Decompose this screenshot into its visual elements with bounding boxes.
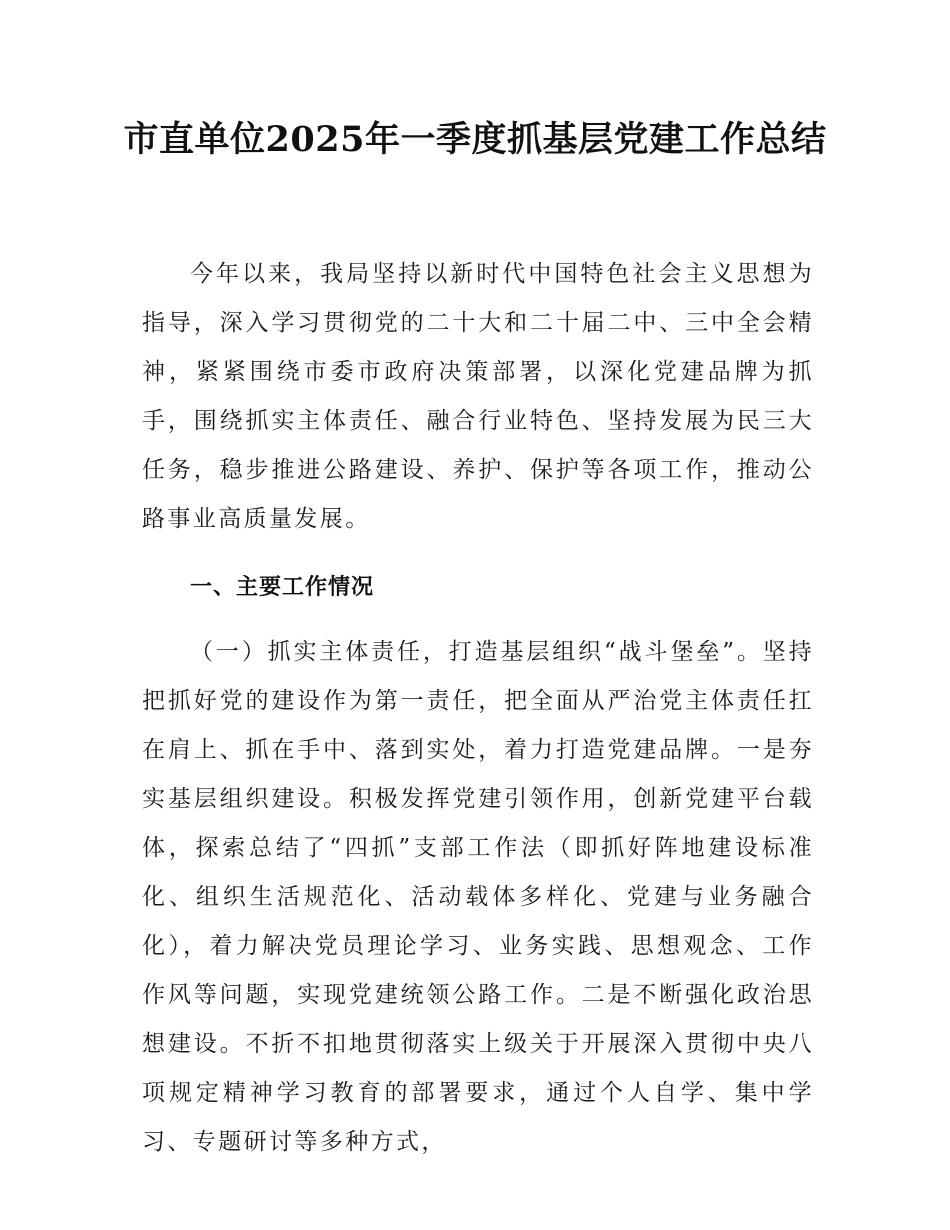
section-one-paragraph: （一）抓实主体责任，打造基层组织“战斗堡垒”。坚持把抓好党的建设作为第一责任，把全面从严治党主体责任扛在肩上、抓在手中、落到实处，着力打造党建品牌。一是夯实基层组织建设。积极发挥党建引领作用，创新党建平台载体，探索总结了“四抓”支部工作法（即抓好阵地建设标准化、组织生活规范化、活动载体多样化、党建与业务融合化），着力解决党员理论学习、业务实践、思想观念、工作作风等问题，实现党建统领公路工作。二是不断强化政治思想建设。不折不扣地贯彻落实上级关于开展深入贯彻中央八项规定精神学习教育的部署要求，通过个人自学、集中学习、专题研讨等多种方式， [142, 639, 814, 1155]
section-heading: 一、主要工作情况 [190, 575, 375, 600]
intro-paragraph: 今年以来，我局坚持以新时代中国特色社会主义思想为指导，深入学习贯彻党的二十大和二十届二中、三中全会精神，紧紧围绕市委市政府决策部署，以深化党建品牌为抓手，围绕抓实主体责任、融合行业特色、坚持发展为民三大任务，稳步推进公路建设、养护、保护等各项工作，推动公路事业高质量发展。 [142, 261, 814, 532]
document-title: 市直单位2025年一季度抓基层党建工作总结 [123, 119, 827, 160]
